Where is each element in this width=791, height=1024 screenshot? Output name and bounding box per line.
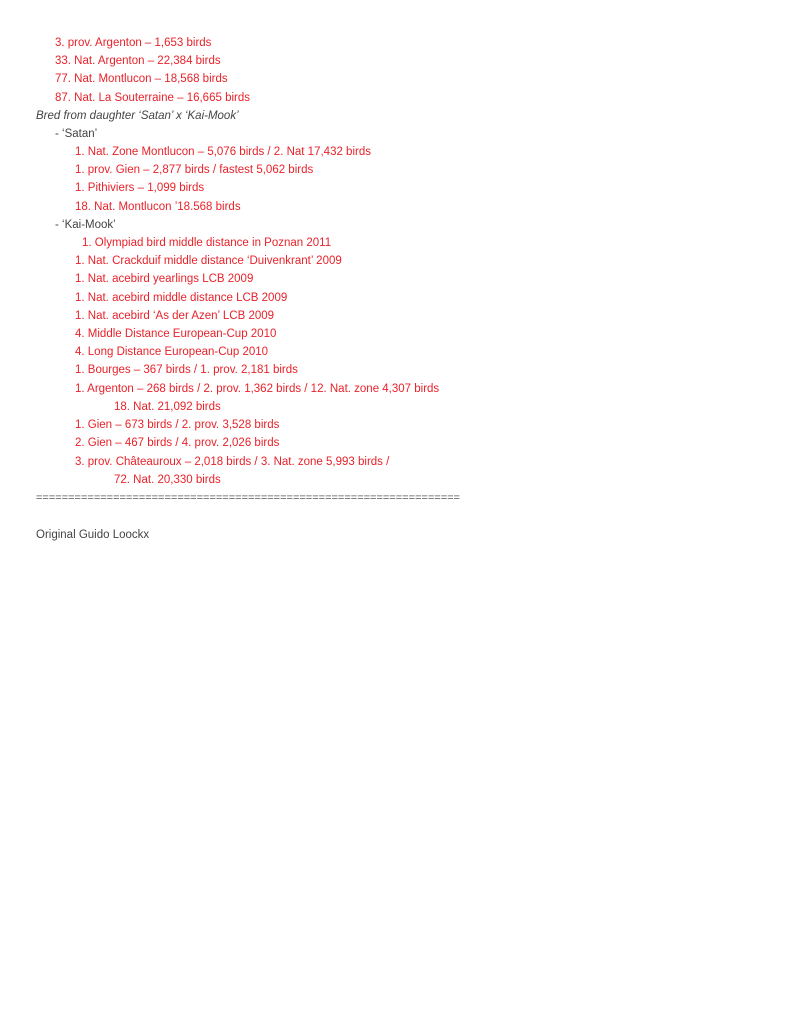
kaimook-result: 1. Bourges – 367 birds / 1. prov. 2,181 birds — [75, 364, 298, 376]
kaimook-result-continued: 18. Nat. 21,092 birds — [114, 401, 221, 413]
kaimook-result: 3. prov. Châteauroux – 2,018 birds / 3. Nat. zone 5,993 birds / — [75, 456, 390, 468]
kaimook-result: 1. Gien – 673 birds / 2. prov. 3,528 birds — [75, 419, 280, 431]
kaimook-result: 1. Argenton – 268 birds / 2. prov. 1,362 birds / 12. Nat. zone 4,307 birds — [75, 383, 440, 395]
kaimook-result: 1. Nat. acebird yearlings LCB 2009 — [75, 273, 254, 285]
result-line: 77. Nat. Montlucon – 18,568 birds — [55, 73, 228, 85]
kaimook-result: 4. Middle Distance European-Cup 2010 — [75, 328, 277, 340]
satan-result: 1. Pithiviers – 1,099 birds — [75, 182, 205, 194]
kaimook-olympiad: 1. Olympiad bird middle distance in Poznan 2011 — [82, 237, 332, 249]
result-line: 87. Nat. La Souterraine – 16,665 birds — [55, 92, 250, 104]
result-line: 3. prov. Argenton – 1,653 birds — [55, 37, 212, 49]
kaimook-result: 1. Nat. acebird ‘As der Azen’ LCB 2009 — [75, 310, 275, 322]
kaimook-result: 4. Long Distance European-Cup 2010 — [75, 346, 269, 358]
kaimook-result: 1. Nat. acebird middle distance LCB 2009 — [75, 292, 288, 304]
kaimook-result: 2. Gien – 467 birds / 4. prov. 2,026 birds — [75, 437, 280, 449]
kaimook-result: 1. Nat. Crackduif middle distance ‘Duivenkrant’ 2009 — [75, 255, 342, 267]
separator-rule: ================================================================== — [36, 492, 460, 504]
satan-result: 1. Nat. Zone Montlucon – 5,076 birds / 2. Nat 17,432 birds — [75, 146, 371, 158]
kaimook-result-continued: 72. Nat. 20,330 birds — [114, 474, 221, 486]
result-line: 33. Nat. Argenton – 22,384 birds — [55, 55, 221, 67]
bred-from-heading: Bred from daughter ‘Satan’ x ‘Kai-Mook’ — [36, 110, 239, 122]
satan-label: - ‘Satan’ — [55, 128, 98, 140]
credit-line: Original Guido Loockx — [36, 529, 150, 541]
satan-result: 1. prov. Gien – 2,877 birds / fastest 5,062 birds — [75, 164, 314, 176]
kaimook-label: - ‘Kai-Mook’ — [55, 219, 116, 231]
satan-result: 18. Nat. Montlucon ’18.568 birds — [75, 201, 241, 213]
